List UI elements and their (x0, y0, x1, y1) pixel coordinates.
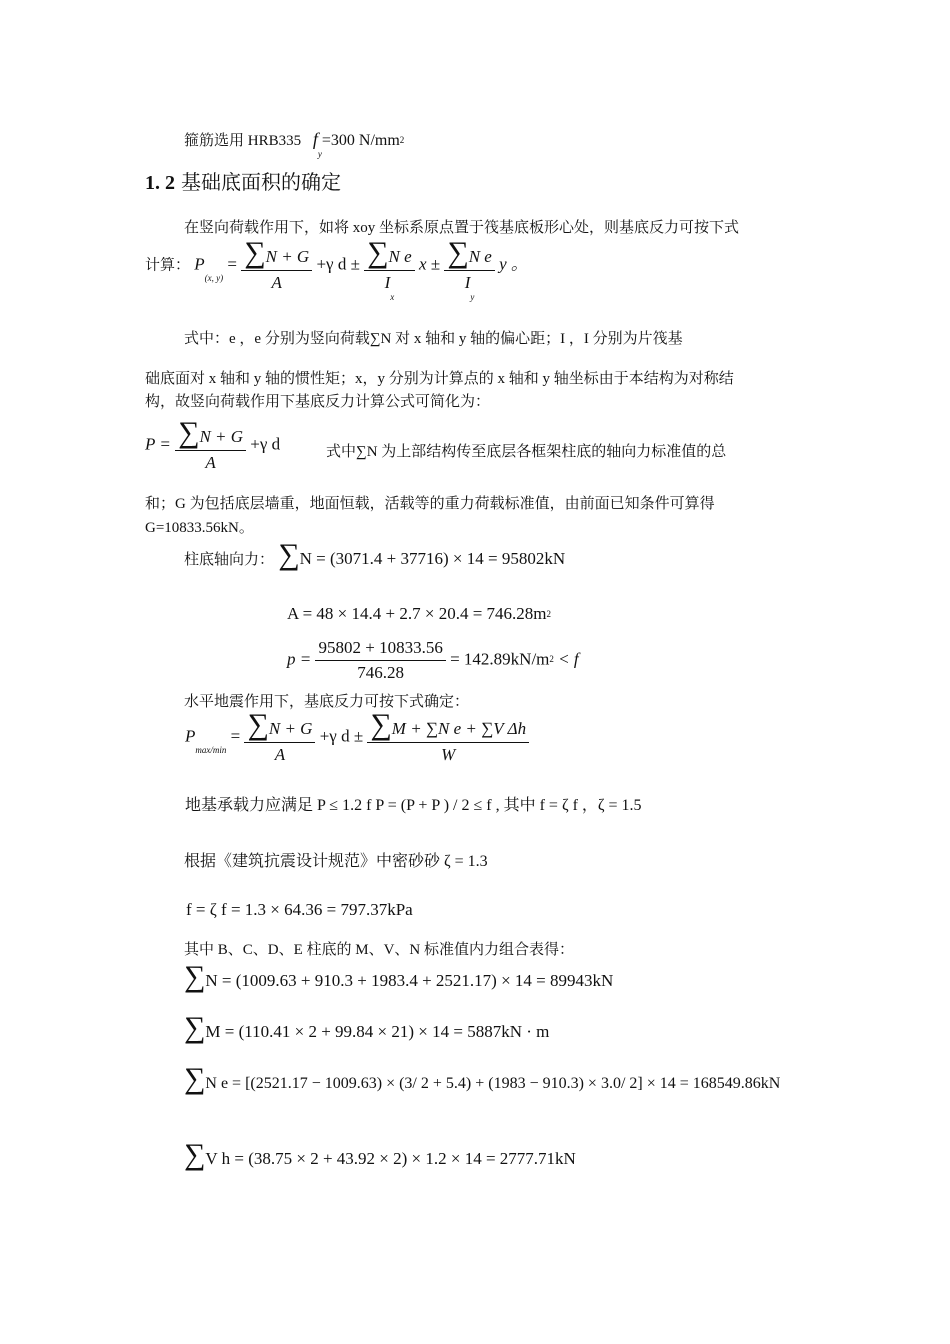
equation-12: ∑N e = [(2521.17 − 1009.63) × (3/ 2 + 5.4) + (1983 − 910.3) × 3.0/ 2] × 14 = 168549.86kN (184, 1062, 781, 1095)
equation-7-bearing: 地基承载力应满足 P ≤ 1.2 f P = (P + P ) / 2 ≤ f , 其中 f = ζ f ，ζ = 1.5 (185, 797, 642, 814)
paragraph-6: 式中∑N 为上部结构传至底层各框架柱底的轴向力标准值的总 (326, 444, 727, 460)
equation-9: f = ζ f = 1.3 × 64.36 = 797.37kPa (186, 900, 413, 919)
equation-3: 柱底轴向力： ∑N = (3071.4 + 37716) × 14 = 95802kN (184, 538, 566, 571)
paragraph-8: G=10833.56kN。 (145, 520, 254, 536)
equation-5: p = $\frac{95802 + 10833.56}{746.28}$ = 142.89kN/m2 < f (287, 638, 579, 682)
paragraph-12: 其中 B、C、D、E 柱底的 M、V、N 标准值内力组合表得： (184, 942, 575, 958)
paragraph-3: 式中：e ，e 分别为竖向荷载∑N 对 x 轴和 y 轴的偏心距；I ，I 分别为片筏基 (184, 331, 683, 347)
equation-10: ∑N = (1009.63 + 910.3 + 1983.4 + 2521.17) × 14 = 89943kN (184, 960, 614, 993)
equation-11: ∑M = (110.41 × 2 + 99.84 × 21) × 14 = 5887kN · m (184, 1011, 550, 1044)
equation-6: $P_{max/min}$ = $\frac{\sum N + G}{A}$ +γ d ± $\frac{\text{∑M + ∑N e + ∑V Δh}}{W}$ (185, 710, 529, 765)
section-heading: 1. 2 基础底面积的确定 (145, 172, 341, 194)
equation-8-code: 根据《建筑抗震设计规范》中密砂砂 ζ = 1.3 (184, 853, 488, 870)
equation-13: ∑V h = (38.75 × 2 + 43.92 × 2) × 1.2 × 14 = 2777.71kN (184, 1138, 576, 1171)
paragraph-5: 构，故竖向荷载作用下基底反力计算公式可简化为： (145, 394, 491, 410)
paragraph-1: 在竖向荷载作用下，如将 xoy 坐标系原点置于筏基底板形心处，则基底反力可按下式 (184, 220, 740, 236)
equation-1: 计算： $P_{(x, y)}$ = $\frac{\sum N + G}{A}$ +γ d ± $\frac{\text{∑N e}}{I_x}$ x ± $\frac{\text{∑N e}}{I_y}$ y 。 (145, 236, 528, 302)
paragraph-9: 水平地震作用下，基底反力可按下式确定： (184, 694, 470, 710)
stirrup-line: 箍筋选用 HRB335 $f_y=300$ N/mm2 (184, 129, 405, 159)
equation-4: A = 48 × 14.4 + 2.7 × 20.4 = 746.28m2 (287, 604, 551, 623)
paragraph-7: 和；G 为包括底层墙重，地面恒载，活载等的重力荷载标准值，由前面已知条件可算得 (145, 496, 715, 512)
equation-2: P = $\frac{\sum N + G}{A}$ +γ d (145, 416, 281, 472)
paragraph-4: 础底面对 x 轴和 y 轴的惯性矩；x，y 分别为计算点的 x 轴和 y 轴坐标由于本结构为对称结 (145, 371, 734, 387)
